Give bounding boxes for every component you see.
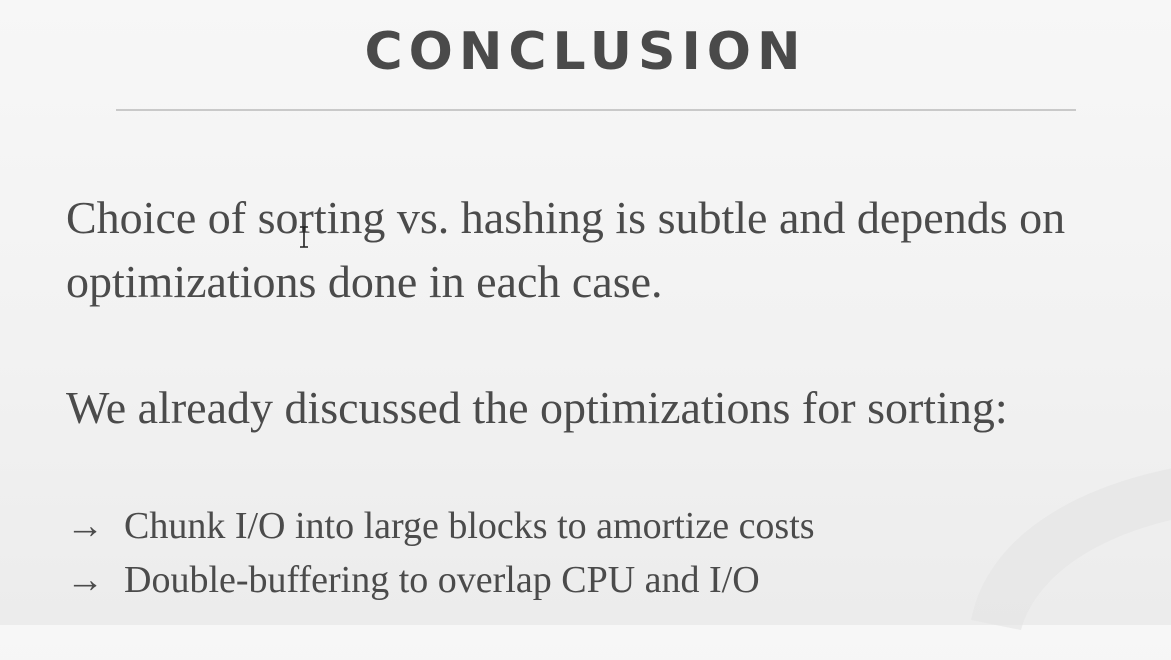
paragraph-sorting-optimizations: We already discussed the optimizations for sorting:: [66, 382, 1008, 433]
bullet-text: Double-buffering to overlap CPU and I/O: [124, 559, 760, 601]
slide-title: CONCLUSION: [364, 22, 807, 82]
bullet-text: Chunk I/O into large blocks to amortize costs: [124, 505, 815, 547]
arrow-icon: →: [66, 559, 104, 601]
arrow-icon: →: [66, 505, 104, 547]
bullet-item: [66, 557, 760, 603]
title-divider: [116, 109, 1076, 111]
bullet-item: [66, 503, 815, 549]
text-cursor-icon: [298, 226, 310, 248]
paragraph-sorting-vs-hashing: Choice of sorting vs. hashing is subtle and depends on optimizations done in each case.: [66, 192, 1066, 307]
